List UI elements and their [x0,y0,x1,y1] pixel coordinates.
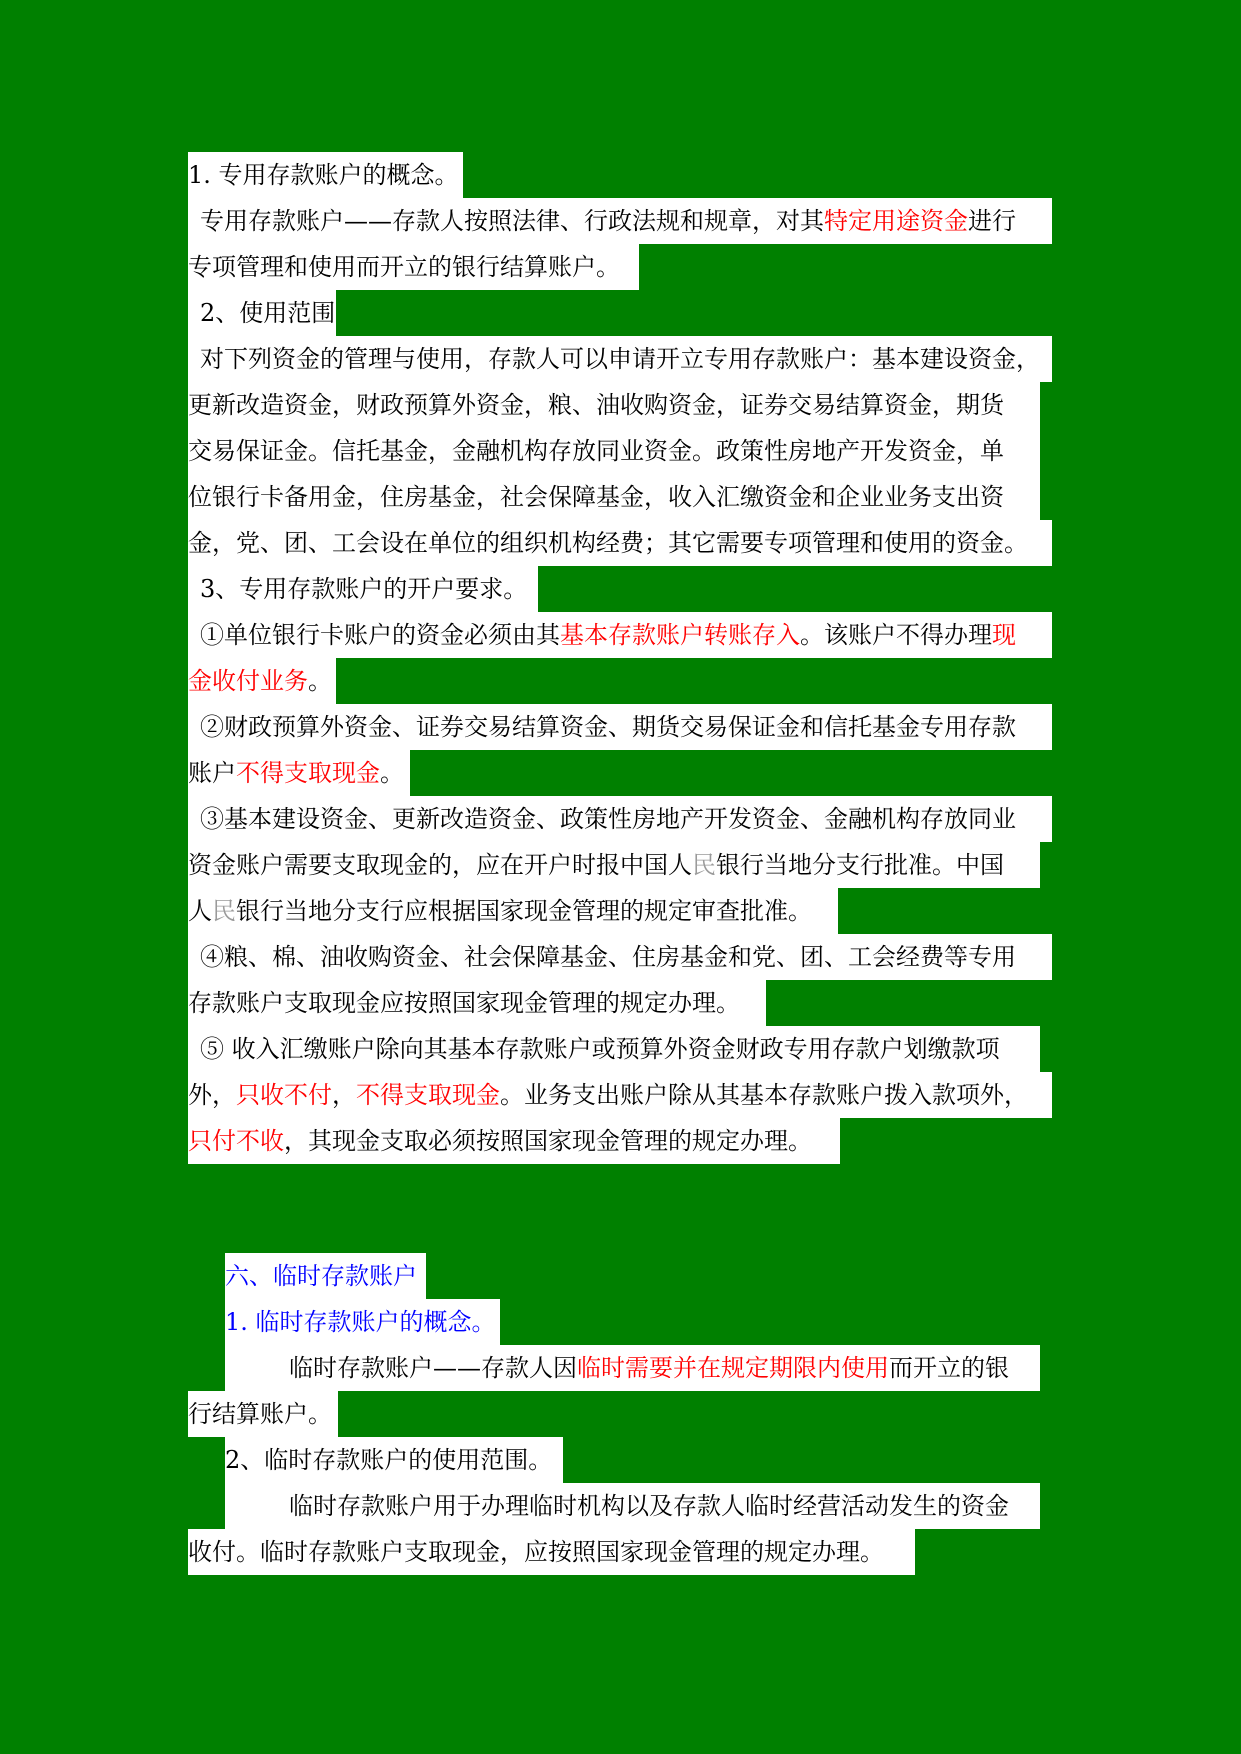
section-6-title: 六、临时存款账户 [225,1253,426,1299]
scope-line: 对下列资金的管理与使用，存款人可以申请开立专用存款账户：基本建设资金， [188,336,1052,382]
section-6-concept-heading: 1. 临时存款账户的概念。 [225,1299,500,1345]
scope-line: 金，党、团、工会设在单位的组织机构经费；其它需要专项管理和使用的资金。 [188,520,1052,566]
scope-line: 交易保证金。信托基金，金融机构存放同业资金。政策性房地产开发资金，单 [188,428,1040,474]
requirement-5-line-3: 只付不收，其现金支取必须按照国家现金管理的规定办理。 [188,1118,840,1164]
requirement-5-line-1: ⑤ 收入汇缴账户除向其基本存款账户或预算外资金财政专用存款户划缴款项 [188,1026,1040,1072]
requirement-2-line-1: ②财政预算外资金、证券交易结算资金、期货交易保证金和信托基金专用存款 [188,704,1052,750]
section-6-concept-line-1: 临时存款账户——存款人因临时需要并在规定期限内使用而开立的银 [225,1345,1040,1391]
section-6-scope-heading: 2、临时存款账户的使用范围。 [225,1437,563,1483]
requirement-4-line-2: 存款账户支取现金应按照国家现金管理的规定办理。 [188,980,766,1026]
requirement-5-line-2: 外，只收不付，不得支取现金。业务支出账户除从其基本存款账户拨入款项外， [188,1072,1052,1118]
scope-line: 更新改造资金，财政预算外资金，粮、油收购资金，证券交易结算资金，期货 [188,382,1040,428]
section-6-scope-line-2: 收付。临时存款账户支取现金，应按照国家现金管理的规定办理。 [188,1529,915,1575]
requirement-3-line-1: ③基本建设资金、更新改造资金、政策性房地产开发资金、金融机构存放同业 [188,796,1052,842]
requirement-1-line-1: ①单位银行卡账户的资金必须由其基本存款账户转账存入。该账户不得办理现 [188,612,1052,658]
section-6-scope-line-1: 临时存款账户用于办理临时机构以及存款人临时经营活动发生的资金 [225,1483,1040,1529]
requirement-4-line-1: ④粮、棉、油收购资金、社会保障基金、住房基金和党、团、工会经费等专用 [188,934,1052,980]
section-6-concept-line-2: 行结算账户。 [188,1391,338,1437]
scope-heading: 2、使用范围 [188,290,336,336]
concept-text-line-2: 专项管理和使用而开立的银行结算账户。 [188,244,639,290]
scope-line: 位银行卡备用金，住房基金，社会保障基金，收入汇缴资金和企业业务支出资 [188,474,1040,520]
concept-text-line-1: 专用存款账户——存款人按照法律、行政法规和规章，对其特定用途资金进行 [188,198,1052,244]
highlight-text: 特定用途资金 [824,207,968,235]
concept-heading: 1. 专用存款账户的概念。 [188,152,463,198]
requirement-3-line-3: 人民银行当地分支行应根据国家现金管理的规定审查批准。 [188,888,838,934]
requirement-3-line-2: 资金账户需要支取现金的，应在开户时报中国人民银行当地分支行批准。中国 [188,842,1040,888]
requirement-2-line-2: 账户不得支取现金。 [188,750,410,796]
requirements-heading: 3、专用存款账户的开户要求。 [188,566,538,612]
requirement-1-line-2: 金收付业务。 [188,658,336,704]
